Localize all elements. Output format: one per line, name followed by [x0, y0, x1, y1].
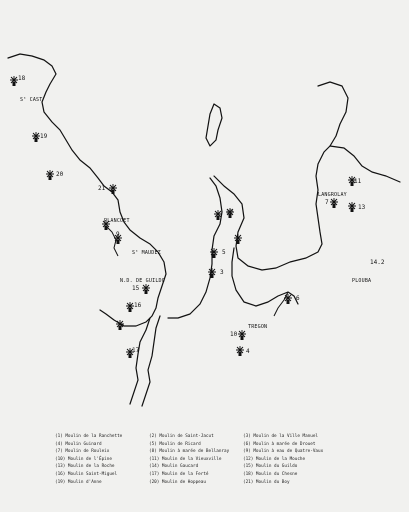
mill-marker-5: [210, 248, 218, 258]
legend-entry: (2) Moulin de Saint-Jacut: [149, 434, 214, 439]
mill-number-16: 16: [134, 302, 142, 309]
mill-marker-14: [234, 234, 242, 244]
island-north: [206, 104, 222, 146]
place-tregon: TREGON: [248, 324, 268, 330]
legend-entry: (18) Moulin du Chesne: [243, 471, 298, 477]
place-ploubalay: PLOUBA: [352, 278, 372, 284]
legend-entry: (17) Moulin de la Ferté: [149, 471, 209, 477]
legend-entry: (4) Moulin Guinard: [55, 441, 102, 447]
river-east-bank: [142, 316, 160, 406]
mill-marker-7: [330, 198, 338, 208]
mill-number-9: 9: [116, 231, 120, 238]
legend: [55, 433, 395, 486]
mill-marker-13: [348, 202, 356, 212]
legend-entry: (20) Moulin de Hoppeau: [149, 479, 206, 485]
mill-number-15: 15: [132, 285, 140, 292]
east-inlet: [330, 146, 400, 182]
mill-number-17: 17: [132, 347, 140, 354]
mill-marker-19: [32, 132, 40, 142]
mill-marker-6: [284, 294, 292, 304]
mill-number-21: 21: [98, 185, 106, 192]
legend-entry: (10) Moulin de l'Épine: [55, 456, 112, 462]
mill-number-4: 4: [246, 348, 250, 355]
place-saint-cast: Sᵗ CAST: [20, 97, 43, 103]
extra-label: 14.2: [370, 259, 385, 266]
mill-number-10: 10: [230, 331, 238, 338]
mill-marker-21: [109, 184, 117, 194]
mill-number-5: 5: [222, 249, 226, 256]
legend-entry: (8) Moulin à marée de Bellanray: [149, 449, 230, 455]
legend-entry: (3) Moulin de la Ville Manuel: [243, 434, 319, 439]
legend-entry: (19) Moulin d'Anne: [55, 479, 102, 485]
mill-number-20: 20: [56, 171, 64, 178]
mill-number-19: 19: [40, 133, 48, 140]
legend-entry: (21) Moulin du Boy: [243, 479, 290, 485]
mill-number-3: 3: [220, 269, 224, 276]
legend-entry: (14) Moulin Gaucard: [149, 464, 199, 470]
legend-entry: (1) Moulin de la Ranchette: [55, 434, 123, 439]
mill-number-12: 12: [226, 209, 234, 216]
legend-column-1: [55, 433, 147, 486]
place-saint-maudez: Sᵗ MAUDEZ: [132, 250, 161, 256]
mill-number-11: 11: [354, 178, 362, 185]
legend-entry: (13) Moulin de la Roche: [55, 464, 115, 470]
legend-entry: (5) Moulin de Ricard: [149, 441, 201, 447]
mill-number-6: 6: [296, 295, 300, 302]
legend-entry: (12) Moulin de la Mouche: [243, 456, 306, 462]
legend-entry: (11) Moulin de la Vieuxville: [149, 456, 222, 462]
legend-entry: (7) Moulin de Rouleix: [55, 449, 110, 455]
central-peninsula-east: [214, 176, 322, 270]
legend-column-3: [243, 433, 353, 486]
mill-marker-10: [238, 330, 246, 340]
place-plancoet: PLANCOET: [104, 218, 130, 224]
place-langrolay: LANGROLAY: [318, 192, 347, 198]
mill-marker-4: [236, 346, 244, 356]
mill-marker-18: [10, 76, 18, 86]
mill-number-13: 13: [358, 204, 366, 211]
mill-marker-16: [126, 302, 134, 312]
legend-entry: (15) Moulin du Guildo: [243, 464, 298, 470]
west-coastline: [8, 54, 166, 326]
legend-entry: (16) Moulin Saint-Miguel: [55, 471, 118, 477]
place-nd-de-guildo: N.D. DE GUILDO: [120, 278, 165, 284]
mill-number-18: 18: [18, 75, 26, 82]
mill-marker-3: [208, 268, 216, 278]
legend-column-2: [149, 433, 241, 486]
legend-entry: (6) Moulin à marée de Drouet: [243, 441, 316, 447]
mill-number-7: 7: [325, 199, 329, 206]
mill-marker-15: [142, 284, 150, 294]
mill-marker-20: [46, 170, 54, 180]
legend-entry: (9) Moulin à eau de Quatre-Vaux: [243, 449, 324, 455]
